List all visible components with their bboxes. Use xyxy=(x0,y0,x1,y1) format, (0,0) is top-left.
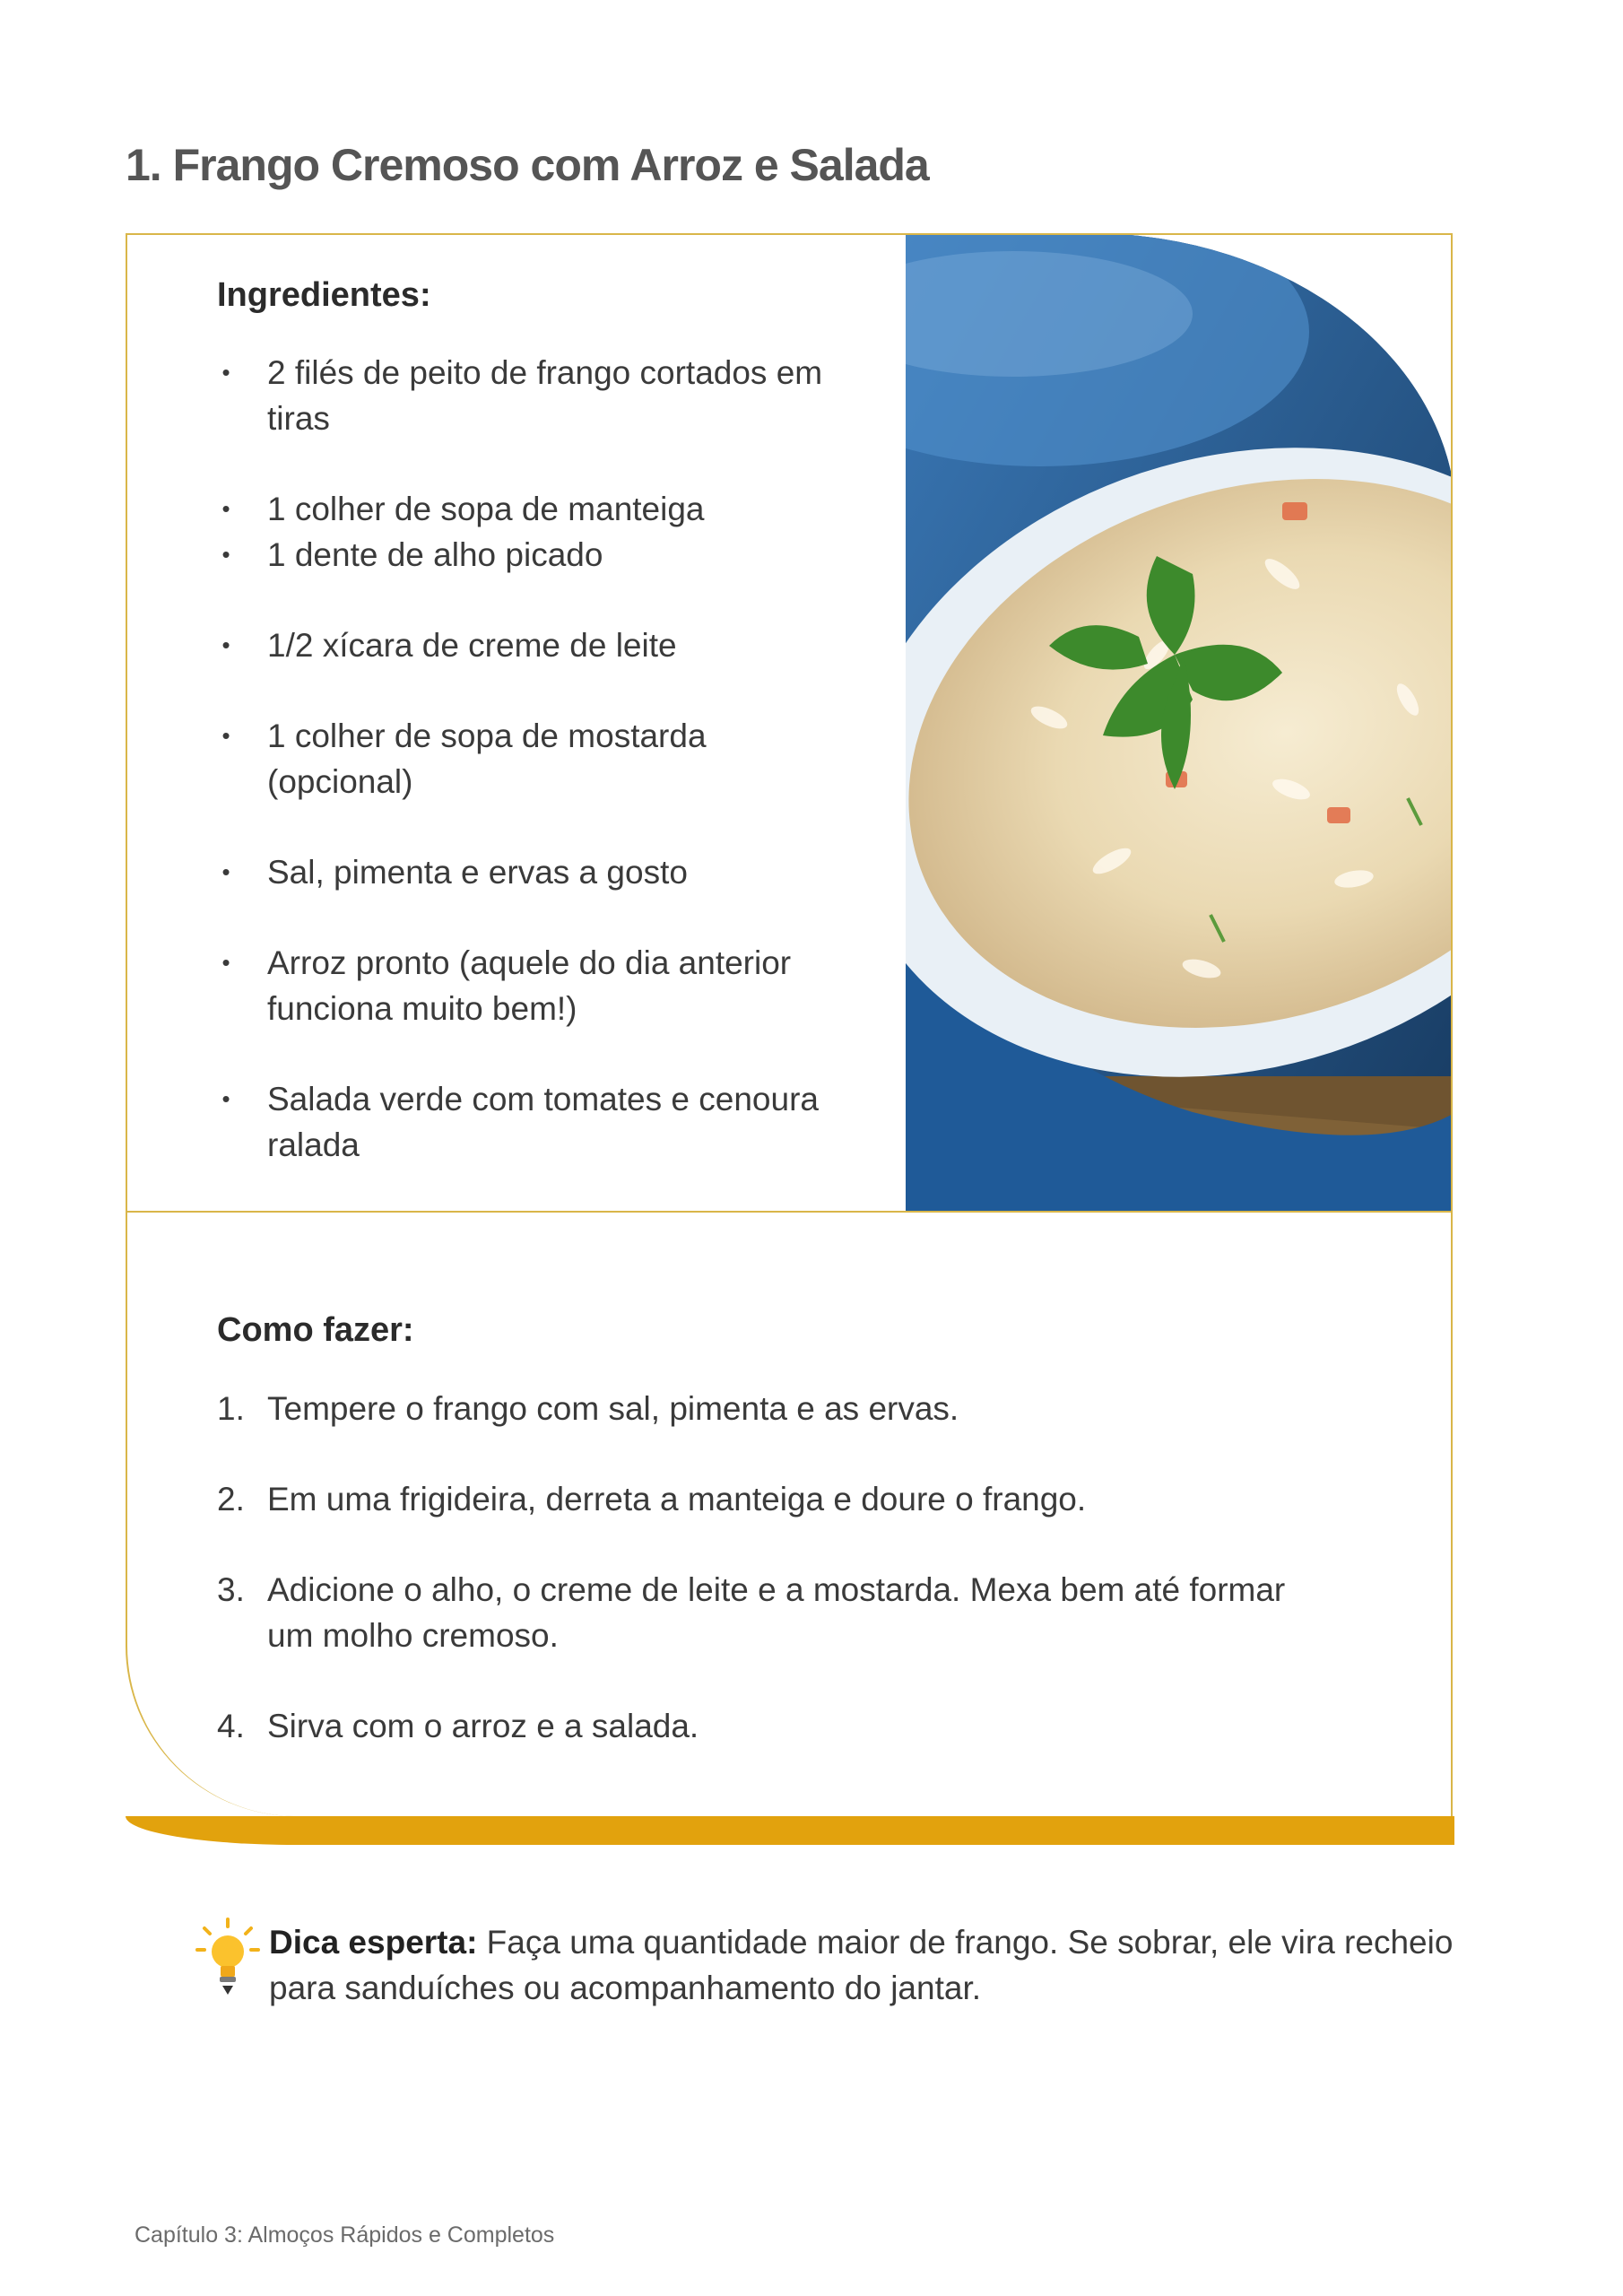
step-item: 4. Sirva com o arroz e a salada. xyxy=(217,1708,699,1744)
tip-label: Dica esperta: xyxy=(269,1924,478,1961)
method-heading: Como fazer: xyxy=(217,1311,414,1349)
tip-callout xyxy=(269,1919,1462,2011)
ingredients-list xyxy=(217,350,881,1168)
ingredients-section xyxy=(127,235,906,1211)
creamy-chicken-rice-image xyxy=(906,233,1453,1211)
ingredient-item: • 1/2 xícara de creme de leite xyxy=(221,627,677,664)
tip-text: Faça uma quantidade maior de frango. Se sobrar, ele vira recheio para sanduíches ou acompanhamento do jantar. xyxy=(269,1924,1454,2006)
ingredient-item: • Arroz pronto (aquele do dia anterior funciona muito bem!) xyxy=(221,944,792,1027)
recipe-card xyxy=(126,233,1453,1816)
section-divider xyxy=(127,1211,1451,1213)
lightbulb-icon xyxy=(195,1918,260,2000)
page-footer: Capítulo 3: Almoços Rápidos e Completos xyxy=(135,2222,555,2248)
ingredient-item: • 2 filés de peito de frango cortados em tiras xyxy=(221,354,823,437)
accent-bar xyxy=(126,1816,1454,1845)
step-item: 1. Tempere o frango com sal, pimenta e as ervas. xyxy=(217,1390,959,1427)
ingredient-item: • 1 colher de sopa de manteiga xyxy=(221,491,705,527)
ingredient-item: • Sal, pimenta e ervas a gosto xyxy=(221,854,688,891)
page-title: 1. Frango Cremoso com Arroz e Salada xyxy=(126,140,929,190)
step-item: 3. Adicione o alho, o creme de leite e a mostarda. Mexa bem até formar um molho cremoso. xyxy=(217,1571,1286,1654)
step-item: 2. Em uma frigideira, derreta a manteiga e doure o frango. xyxy=(217,1481,1087,1518)
ingredients-heading: Ingredientes: xyxy=(217,276,431,314)
ingredient-item: • 1 dente de alho picado xyxy=(221,536,603,573)
recipe-photo xyxy=(906,233,1453,1211)
steps-list xyxy=(217,1386,1383,1749)
ingredient-item: • 1 colher de sopa de mostarda (opcional) xyxy=(221,718,707,800)
ingredient-item: • Salada verde com tomates e cenoura ralada xyxy=(221,1081,819,1163)
